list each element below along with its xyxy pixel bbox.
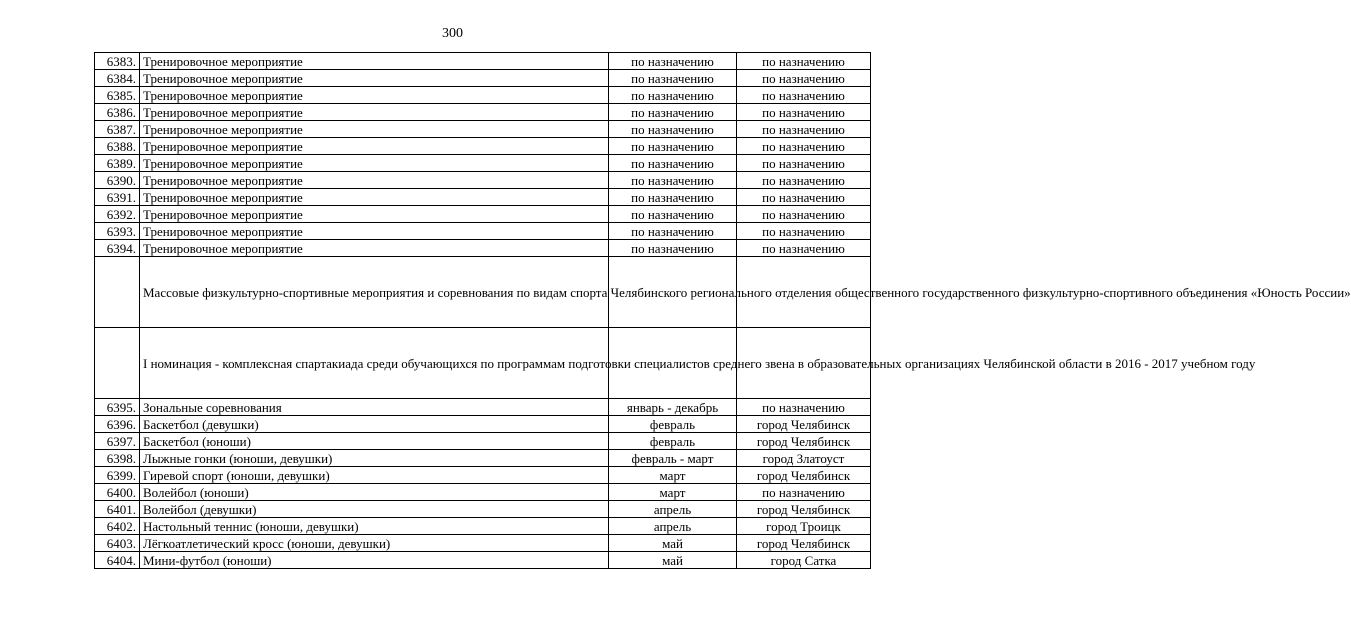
event-location: по назначению xyxy=(737,87,871,104)
section-heading-rows xyxy=(95,257,1351,399)
event-location: город Челябинск xyxy=(737,501,871,518)
table-row xyxy=(95,416,871,433)
row-number: 6397. xyxy=(95,433,140,450)
section-heading: Массовые физкультурно-спортивные мероприятия и соревнования по видам спорта Челябинского регионального отделения общественного государственного физкультурно-спортивного объединения «Юность России» xyxy=(140,257,609,328)
event-location: город Челябинск xyxy=(737,535,871,552)
event-name: Волейбол (юноши) xyxy=(140,484,609,501)
table-row xyxy=(95,433,871,450)
event-name: Тренировочное мероприятие xyxy=(140,87,609,104)
event-date: апрель xyxy=(609,518,737,535)
table-row xyxy=(95,223,871,240)
event-location: по назначению xyxy=(737,399,871,416)
event-location: по назначению xyxy=(737,172,871,189)
event-date: по назначению xyxy=(609,138,737,155)
table-row xyxy=(95,121,871,138)
table-row xyxy=(95,501,871,518)
event-location: город Челябинск xyxy=(737,416,871,433)
row-number: 6402. xyxy=(95,518,140,535)
event-date: февраль - март xyxy=(609,450,737,467)
event-name: Тренировочное мероприятие xyxy=(140,138,609,155)
row-number: 6398. xyxy=(95,450,140,467)
table-row xyxy=(95,104,871,121)
event-location: по назначению xyxy=(737,484,871,501)
row-number: 6384. xyxy=(95,70,140,87)
event-location: по назначению xyxy=(737,206,871,223)
table-row xyxy=(95,518,871,535)
table-row xyxy=(95,399,871,416)
event-date: февраль xyxy=(609,416,737,433)
row-number: 6389. xyxy=(95,155,140,172)
event-date: по назначению xyxy=(609,121,737,138)
event-location: по назначению xyxy=(737,104,871,121)
row-number: 6383. xyxy=(95,53,140,70)
event-date: по назначению xyxy=(609,104,737,121)
event-name: Тренировочное мероприятие xyxy=(140,240,609,257)
event-name: Тренировочное мероприятие xyxy=(140,155,609,172)
event-date: март xyxy=(609,467,737,484)
table-row xyxy=(95,155,871,172)
event-name: Тренировочное мероприятие xyxy=(140,121,609,138)
row-number: 6395. xyxy=(95,399,140,416)
events-table-bottom-rows xyxy=(95,399,871,569)
row-number: 6394. xyxy=(95,240,140,257)
event-name: Гиревой спорт (юноши, девушки) xyxy=(140,467,609,484)
event-name: Лыжные гонки (юноши, девушки) xyxy=(140,450,609,467)
table-row xyxy=(95,172,871,189)
table-row xyxy=(95,87,871,104)
event-name: Тренировочное мероприятие xyxy=(140,172,609,189)
event-date: по назначению xyxy=(609,206,737,223)
table-row xyxy=(95,484,871,501)
table-row xyxy=(95,138,871,155)
event-date: по назначению xyxy=(609,70,737,87)
event-location: по назначению xyxy=(737,70,871,87)
event-name: Лёгкоатлетический кросс (юноши, девушки) xyxy=(140,535,609,552)
event-location: по назначению xyxy=(737,189,871,206)
event-date: по назначению xyxy=(609,53,737,70)
row-number: 6393. xyxy=(95,223,140,240)
event-location: по назначению xyxy=(737,223,871,240)
event-name: Тренировочное мероприятие xyxy=(140,104,609,121)
event-name: Мини-футбол (юноши) xyxy=(140,552,609,569)
event-date: март xyxy=(609,484,737,501)
row-number: 6385. xyxy=(95,87,140,104)
event-date: май xyxy=(609,535,737,552)
event-location: город Челябинск xyxy=(737,467,871,484)
row-number: 6386. xyxy=(95,104,140,121)
nomination-heading-row xyxy=(95,328,871,399)
section-heading-num-cell xyxy=(95,257,140,328)
event-date: по назначению xyxy=(609,240,737,257)
row-number: 6403. xyxy=(95,535,140,552)
event-name: Тренировочное мероприятие xyxy=(140,223,609,240)
event-location: по назначению xyxy=(737,155,871,172)
row-number: 6401. xyxy=(95,501,140,518)
event-location: город Троицк xyxy=(737,518,871,535)
nomination-heading: I номинация - комплексная спартакиада среди обучающихся по программам подготовки специалистов среднего звена в образовательных организациях Челябинской области в 2016 - 2017 учебном году xyxy=(140,328,609,399)
table-row xyxy=(95,535,871,552)
event-date: февраль xyxy=(609,433,737,450)
row-number: 6396. xyxy=(95,416,140,433)
event-name: Зональные соревнования xyxy=(140,399,609,416)
event-location: город Сатка xyxy=(737,552,871,569)
events-table-top-rows xyxy=(95,53,871,257)
nomination-heading-num-cell xyxy=(95,328,140,399)
event-location: город Челябинск xyxy=(737,433,871,450)
row-number: 6392. xyxy=(95,206,140,223)
row-number: 6390. xyxy=(95,172,140,189)
event-date: январь - декабрь xyxy=(609,399,737,416)
event-name: Тренировочное мероприятие xyxy=(140,189,609,206)
row-number: 6399. xyxy=(95,467,140,484)
table-row xyxy=(95,552,871,569)
table-row xyxy=(95,206,871,223)
event-date: по назначению xyxy=(609,155,737,172)
row-number: 6404. xyxy=(95,552,140,569)
event-location: по назначению xyxy=(737,121,871,138)
event-date: по назначению xyxy=(609,189,737,206)
event-name: Баскетбол (девушки) xyxy=(140,416,609,433)
event-name: Баскетбол (юноши) xyxy=(140,433,609,450)
table-row xyxy=(95,450,871,467)
table-row xyxy=(95,240,871,257)
event-date: по назначению xyxy=(609,223,737,240)
event-date: апрель xyxy=(609,501,737,518)
table-row xyxy=(95,53,871,70)
section-heading-row xyxy=(95,257,871,328)
page-number: 300 xyxy=(442,26,463,41)
event-name: Волейбол (девушки) xyxy=(140,501,609,518)
event-name: Тренировочное мероприятие xyxy=(140,70,609,87)
event-location: по назначению xyxy=(737,240,871,257)
event-name: Тренировочное мероприятие xyxy=(140,206,609,223)
event-date: май xyxy=(609,552,737,569)
table-row xyxy=(95,467,871,484)
event-name: Настольный теннис (юноши, девушки) xyxy=(140,518,609,535)
table-row xyxy=(95,189,871,206)
table-row xyxy=(95,70,871,87)
events-table xyxy=(94,52,1351,569)
row-number: 6400. xyxy=(95,484,140,501)
event-name: Тренировочное мероприятие xyxy=(140,53,609,70)
row-number: 6388. xyxy=(95,138,140,155)
event-location: по назначению xyxy=(737,138,871,155)
row-number: 6391. xyxy=(95,189,140,206)
event-location: город Златоуст xyxy=(737,450,871,467)
event-date: по назначению xyxy=(609,172,737,189)
row-number: 6387. xyxy=(95,121,140,138)
event-date: по назначению xyxy=(609,87,737,104)
event-location: по назначению xyxy=(737,53,871,70)
